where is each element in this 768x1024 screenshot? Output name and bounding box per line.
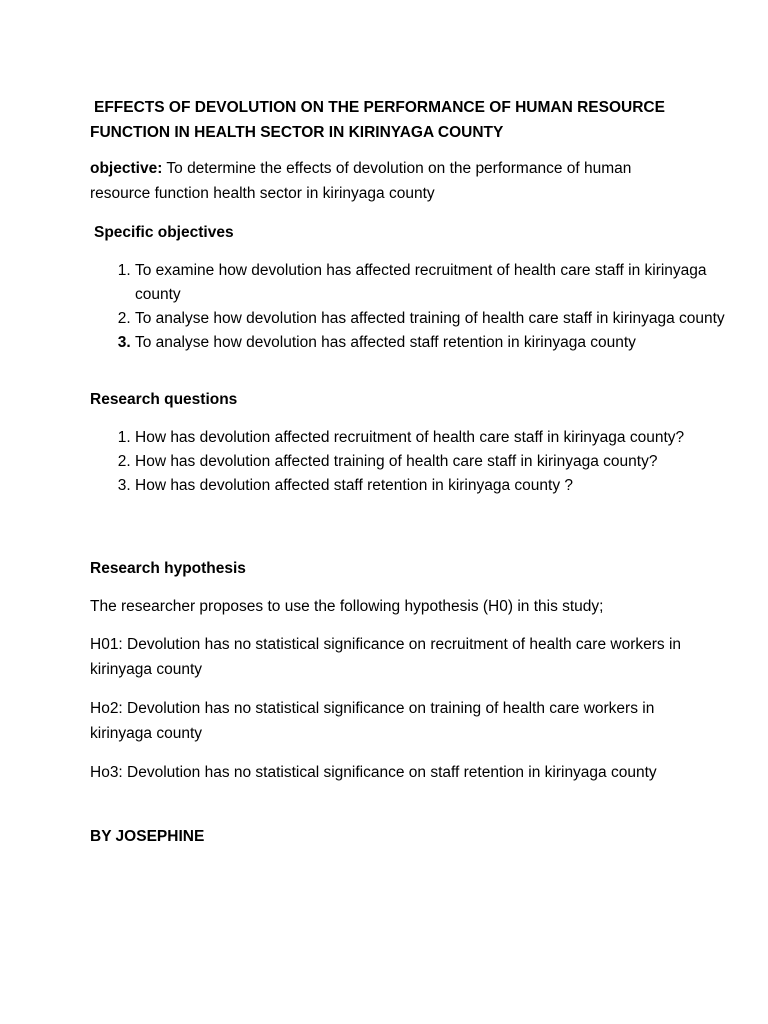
list-item: 3. How has devolution affected staff retention in kirinyaga county ? — [135, 474, 735, 498]
specific-objectives-heading: Specific objectives — [94, 224, 234, 241]
list-item: 3. To analyse how devolution has affected staff retention in kirinyaga county — [135, 331, 735, 355]
document-title — [90, 95, 690, 145]
objective-label: objective: — [90, 160, 163, 177]
list-item: 1. To examine how devolution has affected recruitment of health care staff in kirinyaga county — [135, 259, 735, 307]
hypothesis-h01: H01: Devolution has no statistical significance on recruitment of health care workers in kirinyaga county — [90, 636, 682, 678]
research-questions-list — [90, 426, 735, 498]
hypothesis-intro: The researcher proposes to use the following hypothesis (H0) in this study; — [90, 598, 604, 615]
research-questions-heading: Research questions — [90, 391, 238, 408]
hypothesis-ho3: Ho3: Devolution has no statistical significance on staff retention in kirinyaga county — [90, 764, 657, 781]
author-line: BY JOSEPHINE — [90, 828, 205, 845]
objective-paragraph — [90, 156, 690, 206]
title-line-1: EFFECTS OF DEVOLUTION ON THE PERFORMANCE OF HUMAN RESOURCE — [94, 99, 665, 116]
title-line-2: FUNCTION IN HEALTH SECTOR IN KIRINYAGA COUNTY — [90, 124, 504, 141]
list-item: 2. How has devolution affected training of health care staff in kirinyaga county? — [135, 450, 735, 474]
hypothesis-ho2: Ho2: Devolution has no statistical significance on training of health care workers in kirinyaga county — [90, 700, 655, 742]
list-item: 2. To analyse how devolution has affected training of health care staff in kirinyaga county — [135, 307, 735, 331]
research-hypothesis-heading: Research hypothesis — [90, 560, 246, 577]
objective-text: To determine the effects of devolution on the performance of human resource function health sector in kirinyaga county — [90, 160, 632, 202]
specific-objectives-list — [90, 259, 735, 355]
list-item: 1. How has devolution affected recruitment of health care staff in kirinyaga county? — [135, 426, 735, 450]
